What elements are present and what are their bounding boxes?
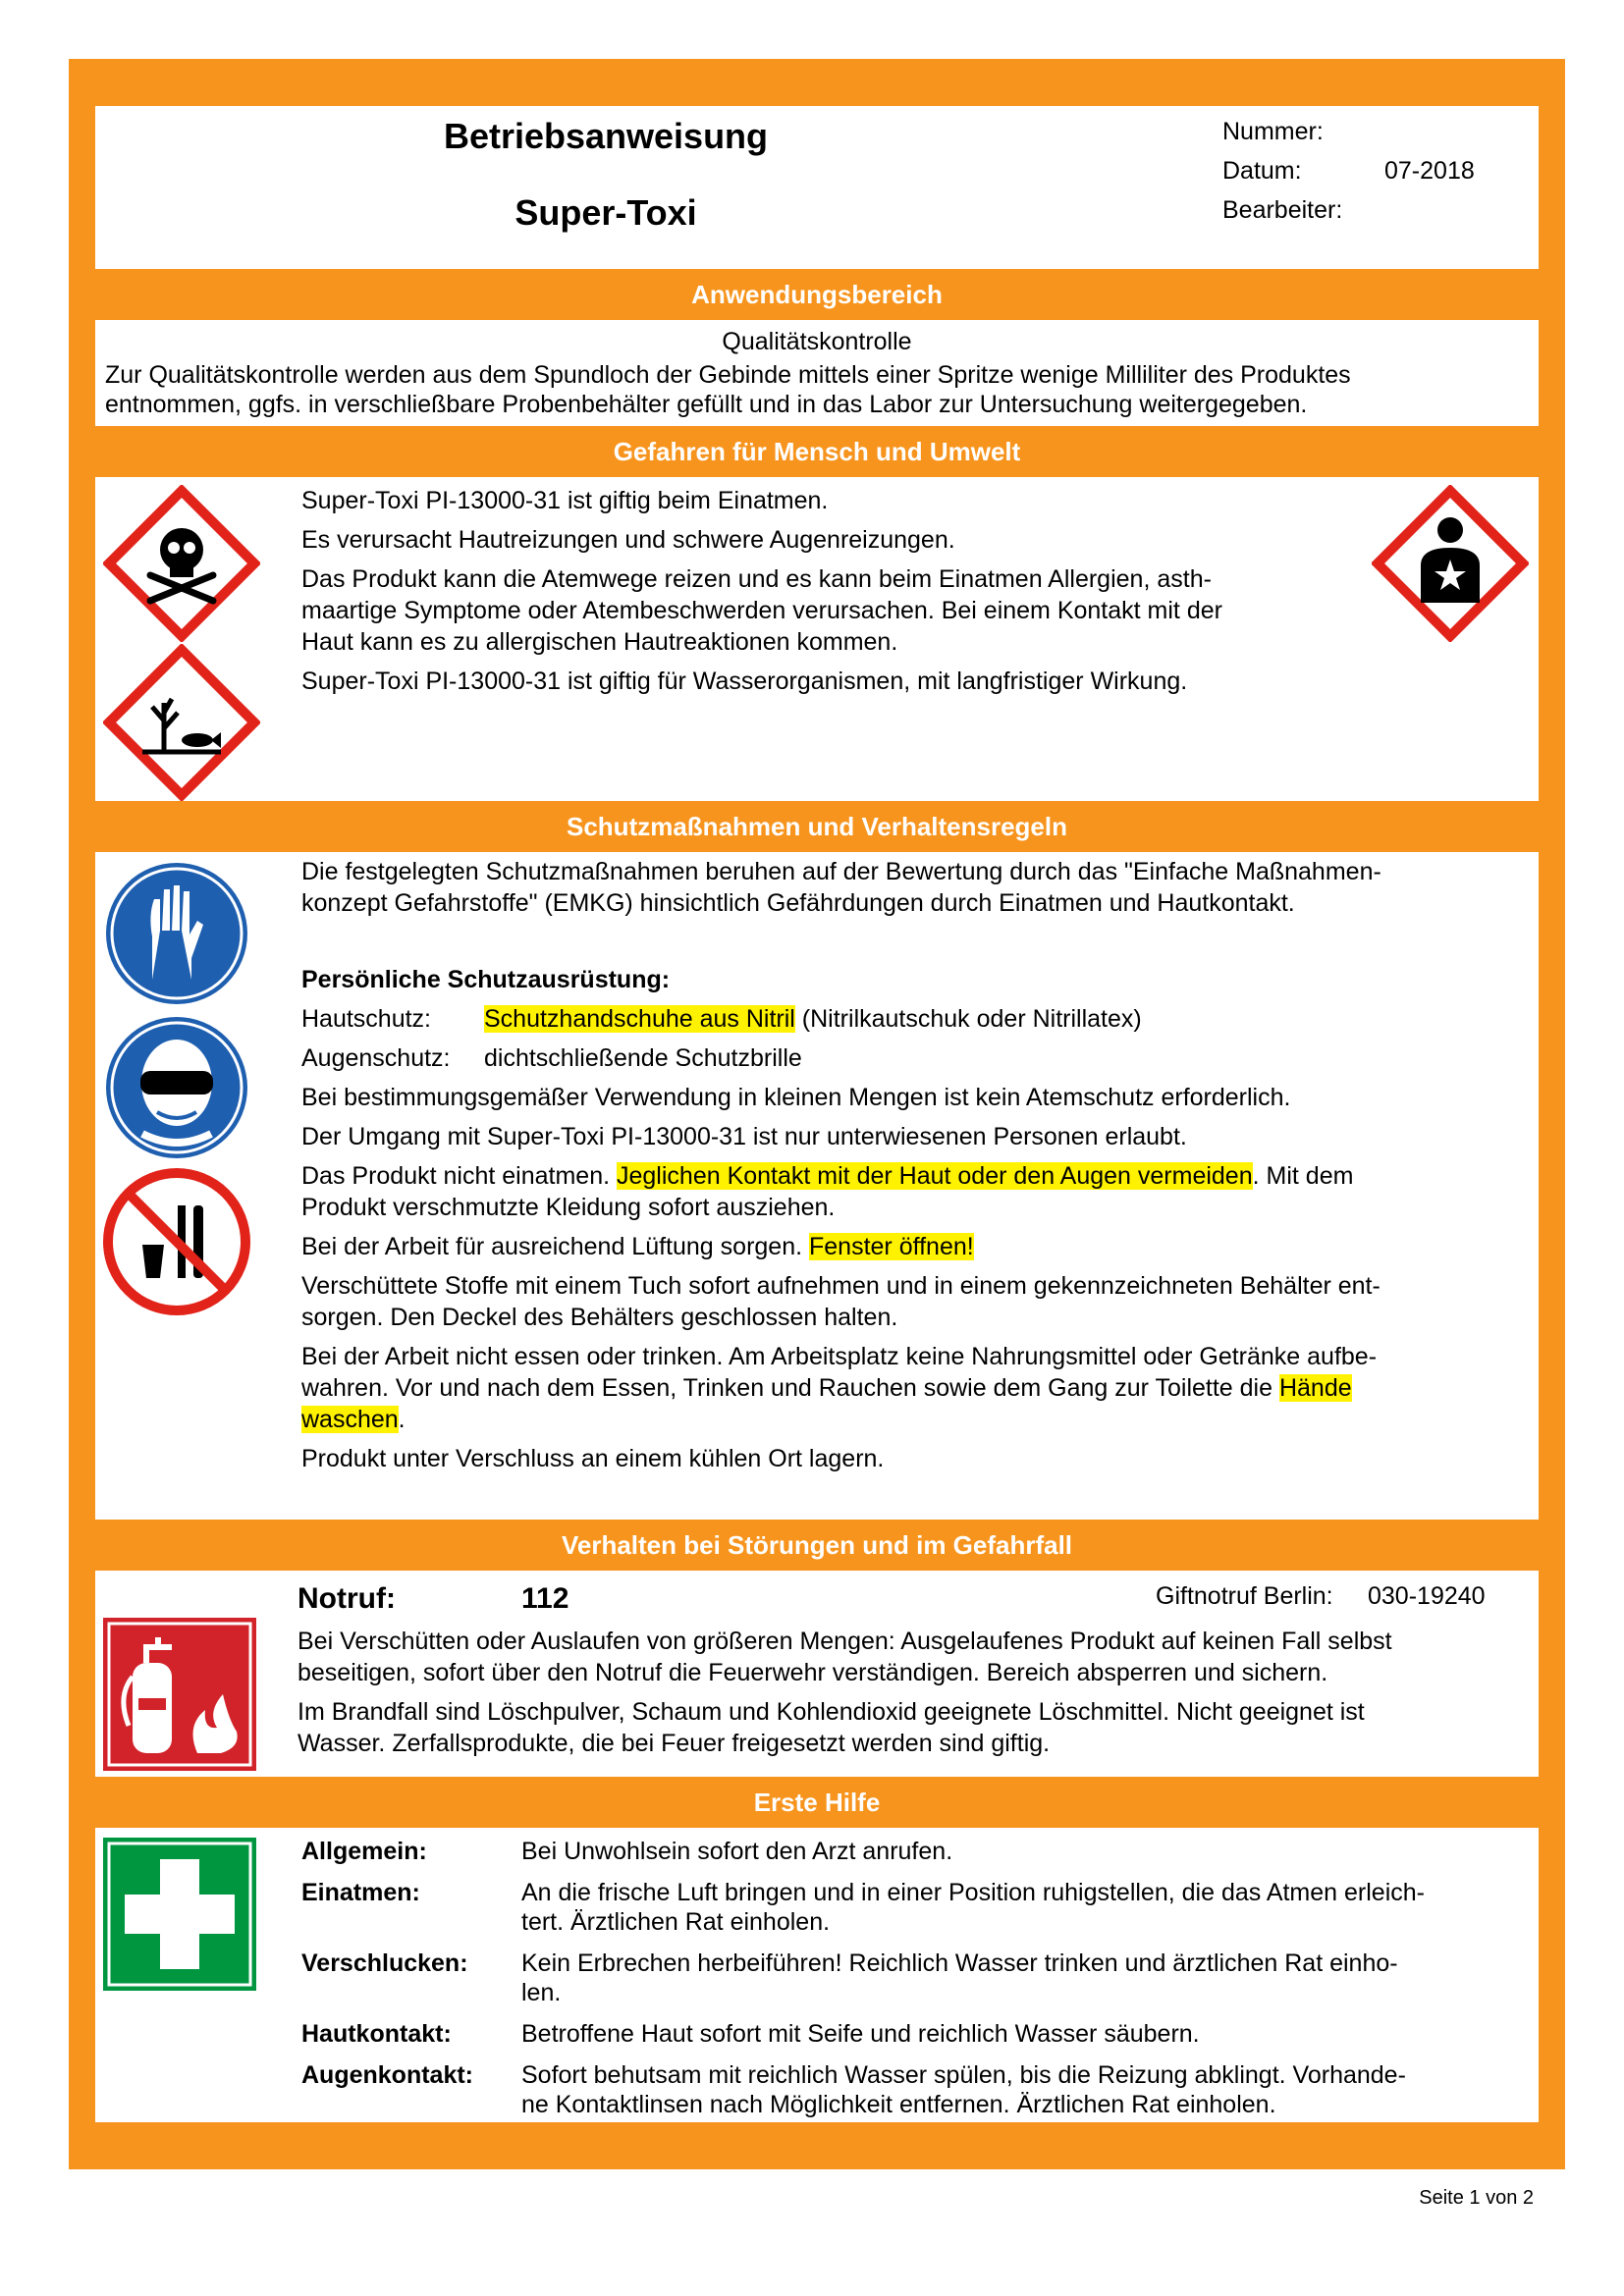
verschuettet-line1: Verschüttete Stoffe mit einem Tuch sofort aufnehmen und in einem gekennzeichneten Behälter ent-	[301, 1272, 1380, 1300]
gefahren-panel	[95, 477, 1539, 801]
stoerung-text-2-line2: Wasser. Zerfallsprodukte, die bei Feuer freigesetzt werden sind giftig.	[298, 1730, 1051, 1757]
hautschutz-label: Hautschutz:	[301, 1005, 432, 1033]
anwendung-panel	[95, 320, 1539, 426]
kontakt-text-a: Das Produkt nicht einatmen.	[301, 1162, 617, 1190]
anwendung-subheading: Qualitätskontrolle	[722, 328, 912, 355]
section-heading-stoerung: Verhalten bei Störungen und im Gefahrfall	[561, 1530, 1073, 1560]
erstehilfe-label-einatmen: Einatmen:	[301, 1879, 420, 1906]
gefahr-text-3-line2: maartige Symptome oder Atembeschwerden verursachen. Bei einem Kontakt mit der	[301, 597, 1222, 624]
hautschutz-rest: (Nitrilkautschuk oder Nitrillatex)	[794, 1005, 1142, 1033]
section-heading-erstehilfe: Erste Hilfe	[753, 1788, 881, 1817]
notruf-number: 112	[521, 1582, 569, 1615]
gefahr-text-3-line3: Haut kann es zu allergischen Hautreaktionen kommen.	[301, 628, 898, 656]
erstehilfe-text-augenkontakt-line1: Sofort behutsam mit reichlich Wasser spülen, bis die Reizung abklingt. Vorhande-	[521, 2061, 1406, 2089]
stoerung-text-1-line1: Bei Verschütten oder Auslaufen von größeren Mengen: Ausgelaufenes Produkt auf keinen Fall selbst	[298, 1628, 1392, 1655]
health-hazard-icon	[1372, 485, 1529, 642]
hautschutz-highlight: Schutzhandschuhe aus Nitril	[484, 1005, 795, 1033]
goggles-icon	[103, 1014, 250, 1161]
essen-line1: Bei der Arbeit nicht essen oder trinken. Am Arbeitsplatz keine Nahrungsmittel oder Getränke aufbe-	[301, 1343, 1378, 1370]
gloves-icon	[103, 860, 250, 1007]
bearbeiter-label: Bearbeiter:	[1222, 196, 1343, 224]
fire-extinguisher-icon	[103, 1618, 256, 1771]
augenschutz-label: Augenschutz:	[301, 1044, 451, 1072]
document-frame	[69, 59, 1565, 2169]
first-aid-icon	[103, 1838, 256, 1991]
stoerung-text-1-line2: beseitigen, sofort über den Notruf die Feuerwehr verständigen. Bereich absperren und sichern.	[298, 1659, 1328, 1686]
essen-highlight-waschen: waschen	[301, 1406, 399, 1433]
erstehilfe-text-einatmen-line2: tert. Ärztlichen Rat einholen.	[521, 1908, 831, 1936]
lueftung-text	[301, 1231, 974, 1262]
schutz-intro-line1: Die festgelegten Schutzmaßnahmen beruhen auf der Bewertung durch das "Einfache Maßnahmen-	[301, 858, 1381, 885]
essen-line3-end: .	[398, 1406, 406, 1433]
erstehilfe-text-hautkontakt: Betroffene Haut sofort mit Seife und reichlich Wasser säubern.	[521, 2020, 1200, 2048]
atemschutz-text: Bei bestimmungsgemäßer Verwendung in kleinen Mengen ist kein Atemschutz erforderlich.	[301, 1084, 1291, 1111]
datum-value: 07-2018	[1384, 157, 1475, 185]
augenschutz-value: dichtschließende Schutzbrille	[484, 1044, 802, 1072]
essen-line2	[301, 1372, 1352, 1404]
hautschutz-value	[484, 1003, 1142, 1035]
erstehilfe-text-verschlucken-line1: Kein Erbrechen herbeiführen! Reichlich Wasser trinken und ärztlichen Rat einho-	[521, 1949, 1398, 1977]
page-number: Seite 1 von 2	[1419, 2187, 1534, 2209]
erstehilfe-text-allgemein: Bei Unwohlsein sofort den Arzt anrufen.	[521, 1838, 953, 1865]
document-title: Betriebsanweisung	[443, 116, 769, 156]
kontakt-highlight: Jeglichen Kontakt mit der Haut oder den Augen vermeiden	[617, 1162, 1253, 1190]
giftnotruf-number: 030-19240	[1368, 1582, 1486, 1610]
erstehilfe-label-augenkontakt: Augenkontakt:	[301, 2061, 473, 2089]
stoerung-text-2-line1: Im Brandfall sind Löschpulver, Schaum und Kohlendioxid geeignete Löschmittel. Nicht geeignet ist	[298, 1698, 1365, 1726]
essen-line3	[301, 1404, 406, 1435]
erstehilfe-label-allgemein: Allgemein:	[301, 1838, 427, 1865]
erstehilfe-label-hautkontakt: Hautkontakt:	[301, 2020, 452, 2048]
erstehilfe-text-verschlucken-line2: len.	[521, 1979, 562, 2006]
stoerung-panel	[95, 1571, 1539, 1777]
datum-label: Datum:	[1222, 157, 1302, 185]
lueftung-highlight: Fenster öffnen!	[809, 1233, 974, 1260]
no-eating-drinking-icon	[103, 1168, 250, 1315]
gefahr-text-2: Es verursacht Hautreizungen und schwere Augenreizungen.	[301, 526, 955, 554]
schutz-panel	[95, 852, 1539, 1520]
anwendung-text-line2: entnommen, ggfs. in verschließbare Probenbehälter gefüllt und in das Labor zur Untersuchung weitergegeben.	[105, 391, 1308, 418]
essen-highlight-haende: Hände	[1278, 1374, 1352, 1402]
kontakt-text-line2: Produkt verschmutzte Kleidung sofort ausziehen.	[301, 1194, 836, 1221]
erstehilfe-panel	[95, 1828, 1539, 2122]
product-name: Super-Toxi	[514, 192, 697, 233]
erstehilfe-label-verschlucken: Verschlucken:	[301, 1949, 468, 1977]
gefahr-text-3-line1: Das Produkt kann die Atemwege reizen und es kann beim Einatmen Allergien, asth-	[301, 565, 1212, 593]
essen-line2-text: wahren. Vor und nach dem Essen, Trinken und Rauchen sowie dem Gang zur Toilette die	[301, 1374, 1279, 1402]
nummer-label: Nummer:	[1222, 118, 1324, 145]
header-panel	[95, 106, 1539, 269]
schutz-intro-line2: konzept Gefahrstoffe" (EMKG) hinsichtlich Gefährdungen durch Einatmen und Hautkontakt.	[301, 889, 1295, 917]
anwendung-text-line1: Zur Qualitätskontrolle werden aus dem Spundloch der Gebinde mittels einer Spritze wenige Milliliter des Produktes	[105, 361, 1351, 389]
section-heading-anwendung: Anwendungsbereich	[691, 280, 943, 309]
lagerung-text: Produkt unter Verschluss an einem kühlen Ort lagern.	[301, 1445, 885, 1472]
kontakt-text-line1	[301, 1160, 1353, 1192]
umgang-text: Der Umgang mit Super-Toxi PI-13000-31 ist nur unterwiesenen Personen erlaubt.	[301, 1123, 1187, 1150]
section-heading-schutz: Schutzmaßnahmen und Verhaltensregeln	[567, 812, 1067, 841]
verschuettet-line2: sorgen. Den Deckel des Behälters geschlossen halten.	[301, 1304, 898, 1331]
notruf-label: Notruf:	[298, 1582, 396, 1615]
erstehilfe-text-einatmen-line1: An die frische Luft bringen und in einer Position ruhigstellen, die das Atmen erleich-	[521, 1879, 1425, 1906]
gefahr-text-4: Super-Toxi PI-13000-31 ist giftig für Wasserorganismen, mit langfristiger Wirkung.	[301, 667, 1188, 695]
lueftung-text-a: Bei der Arbeit für ausreichend Lüftung sorgen.	[301, 1233, 809, 1260]
environment-hazard-icon	[103, 644, 260, 801]
skull-crossbones-icon	[103, 485, 260, 642]
section-heading-gefahren: Gefahren für Mensch und Umwelt	[613, 437, 1021, 466]
giftnotruf-label: Giftnotruf Berlin:	[1156, 1582, 1333, 1610]
erstehilfe-text-augenkontakt-line2: ne Kontaktlinsen nach Möglichkeit entfernen. Ärztlichen Rat einholen.	[521, 2091, 1276, 2118]
kontakt-text-b: . Mit dem	[1252, 1162, 1354, 1190]
gefahr-text-1: Super-Toxi PI-13000-31 ist giftig beim Einatmen.	[301, 487, 829, 514]
psa-heading: Persönliche Schutzausrüstung:	[301, 966, 671, 993]
